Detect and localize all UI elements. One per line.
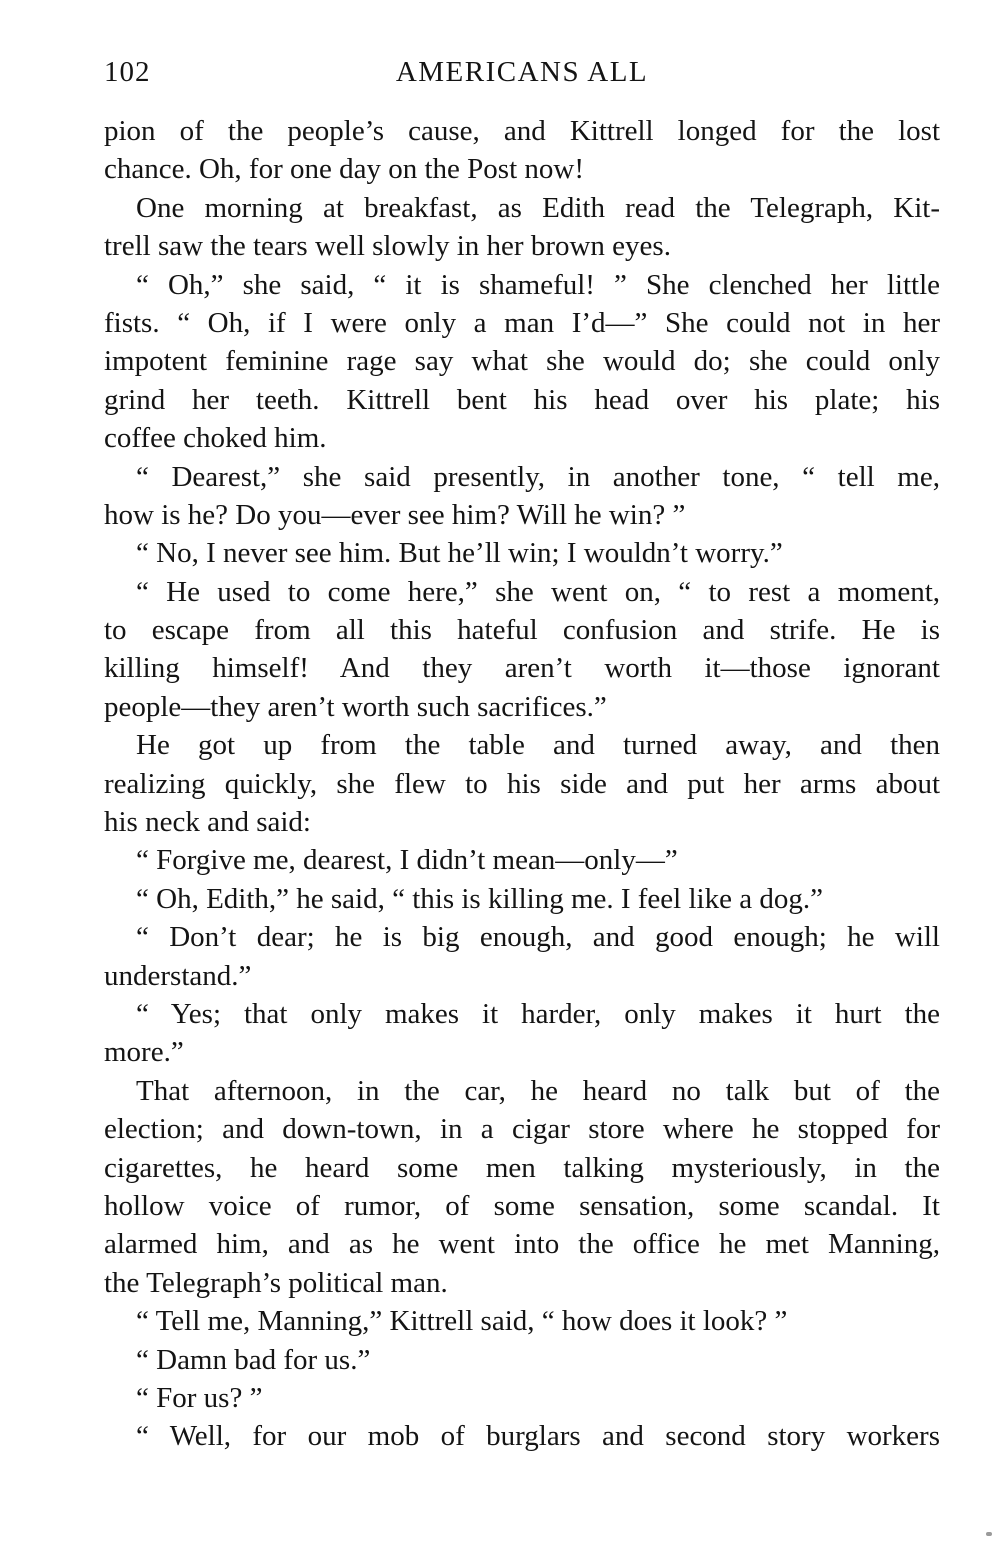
- text-line: how is he? Do you—ever see him? Will he win? ”: [104, 498, 686, 531]
- text-line: election; and down-town, in a cigar store where he stopped for: [104, 1113, 940, 1146]
- text-line: “ He used to come here,” she went on, “ to rest a moment,: [136, 575, 940, 608]
- text-line: “ For us? ”: [136, 1381, 263, 1414]
- text-line: people—they aren’t worth such sacrifices.”: [104, 690, 607, 723]
- text-line: realizing quickly, she flew to his side and put her arms about: [104, 767, 940, 800]
- text-line: cigarettes, he heard some men talking mysteriously, in the: [104, 1151, 940, 1184]
- text-line: his neck and said:: [104, 806, 311, 839]
- text-line: trell saw the tears well slowly in her brown eyes.: [104, 230, 671, 263]
- text-line: One morning at breakfast, as Edith read the Telegraph, Kit-: [136, 191, 940, 224]
- text-line: “ Oh,” she said, “ it is shameful! ” She clenched her little: [136, 268, 940, 301]
- text-line: “ Forgive me, dearest, I didn’t mean—only—”: [136, 844, 678, 877]
- running-head: AMERICANS ALL: [395, 56, 649, 88]
- text-line: killing himself! And they aren’t worth it—those ignorant: [104, 652, 940, 685]
- text-line: pion of the people’s cause, and Kittrell longed for the lost: [104, 115, 940, 147]
- text-line: impotent feminine rage say what she would do; she could only: [104, 345, 940, 378]
- text-line: “ Yes; that only makes it harder, only makes it hurt the: [136, 997, 940, 1030]
- text-line: “ Damn bad for us.”: [136, 1343, 371, 1376]
- text-line: coffee choked him.: [104, 422, 327, 455]
- text-line: to escape from all this hateful confusion and strife. He is: [104, 614, 940, 647]
- text-line: fists. “ Oh, if I were only a man I’d—” She could not in her: [104, 306, 940, 339]
- page-header: [104, 56, 940, 96]
- text-line: That afternoon, in the car, he heard no talk but of the: [136, 1074, 940, 1107]
- text-line: “ Tell me, Manning,” Kittrell said, “ how does it look? ”: [136, 1305, 788, 1338]
- text-line: hollow voice of rumor, of some sensation, some scandal. It: [104, 1189, 940, 1222]
- text-line: more.”: [104, 1036, 184, 1069]
- text-line: alarmed him, and as he went into the office he met Manning,: [104, 1228, 940, 1261]
- text-line: “ Don’t dear; he is big enough, and good enough; he will: [136, 921, 940, 954]
- text-line: understand.”: [104, 959, 252, 992]
- text-line: “ Well, for our mob of burglars and second story workers: [136, 1420, 940, 1453]
- text-line: chance. Oh, for one day on the Post now!: [104, 153, 584, 186]
- page-number: 102: [104, 56, 151, 88]
- text-line: “ Dearest,” she said presently, in another tone, “ tell me,: [136, 460, 940, 493]
- body-text: [104, 112, 940, 1456]
- text-line: grind her teeth. Kittrell bent his head over his plate; his: [104, 383, 940, 416]
- text-line: “ No, I never see him. But he’ll win; I wouldn’t worry.”: [136, 537, 783, 570]
- text-line: the Telegraph’s political man.: [104, 1266, 448, 1299]
- text-line: “ Oh, Edith,” he said, “ this is killing me. I feel like a dog.”: [136, 882, 823, 915]
- text-line: He got up from the table and turned away, and then: [136, 729, 940, 762]
- scan-speck: [986, 1532, 992, 1536]
